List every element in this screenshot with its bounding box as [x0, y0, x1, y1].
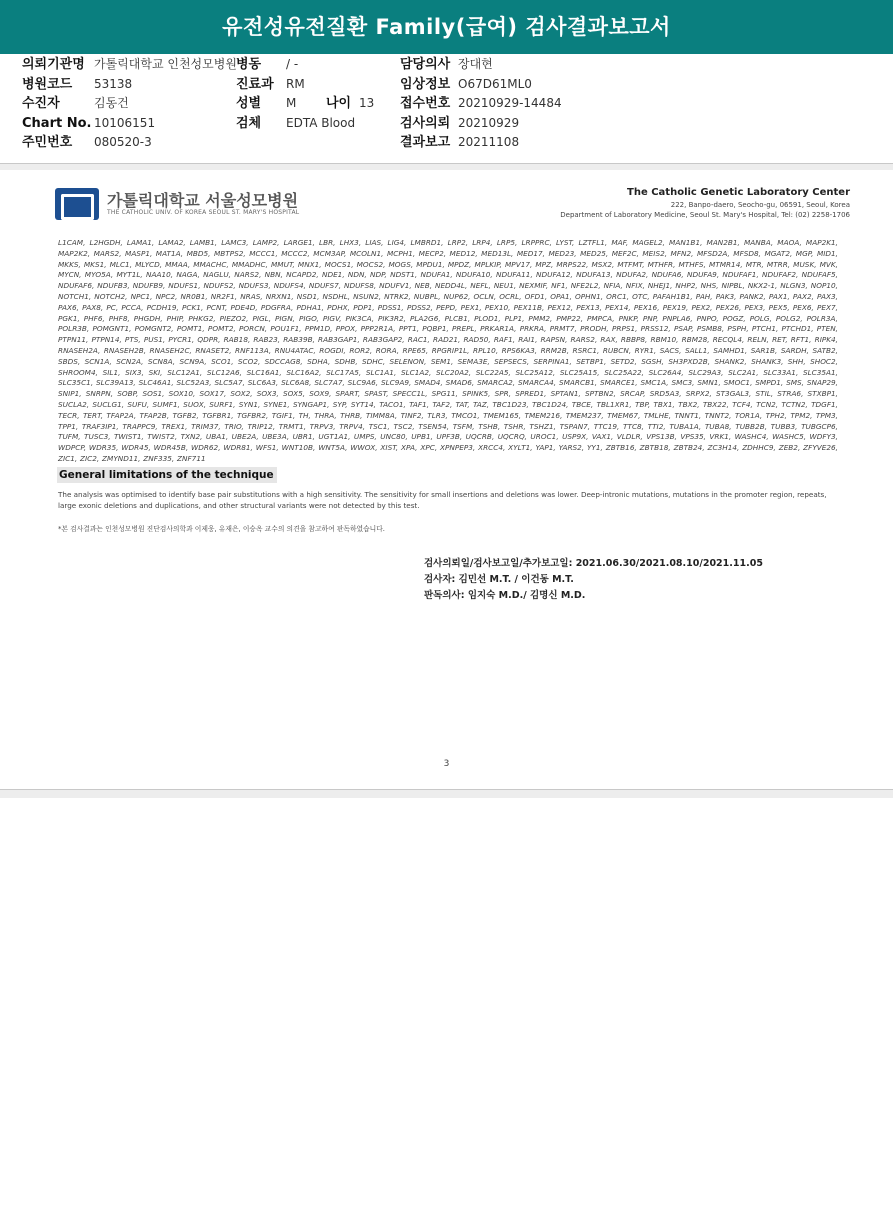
hospital-name: 가톨릭대학교 서울성모병원: [107, 191, 299, 210]
patient-info-right: [400, 55, 562, 153]
value-resident-no: 080520-3: [94, 135, 152, 149]
page-number: 3: [443, 759, 450, 769]
value-ward: / -: [286, 57, 299, 71]
label-accession-no: 접수번호: [400, 96, 451, 111]
value-department: RM: [286, 76, 305, 91]
page-gap-bottom: [0, 790, 893, 798]
value-request-date: 20210929: [458, 115, 520, 130]
signature-technicians: 검사자: 김민선 M.T. / 이건동 M.T.: [424, 574, 574, 585]
patient-info-middle: [236, 55, 374, 133]
limitations-text: The analysis was optimised to identify base pair substitutions with a high sensitivity. The sensitivity for small insertions and deletions was lower. Deep-intronic mutations, mutations in the promoter region, repeats, large exonic deletions and duplications, and other structural variants were not detected by this test.: [58, 490, 827, 510]
label-sex: 성별: [236, 96, 262, 111]
label-age: 나이: [326, 96, 352, 111]
label-specimen: 검체: [236, 115, 262, 131]
label-request-date: 검사의뢰: [400, 115, 451, 131]
label-clinical-info: 임상정보: [400, 76, 451, 92]
value-patient-name: 김동건: [94, 96, 129, 110]
report-title: 유전성유전질환 Family(급여) 검사결과보고서: [0, 0, 893, 52]
divider: [0, 163, 893, 164]
label-physician: 담당의사: [400, 57, 451, 72]
signature-dates: 검사의뢰일/검사보고일/추가보고일: 2021.06.30/2021.08.10/2021.11.05: [424, 558, 763, 569]
value-physician: 장대현: [458, 57, 493, 71]
value-chart-no: 10106151: [94, 115, 156, 130]
hospital-name-en: THE CATHOLIC UNIV. OF KOREA SEOUL ST. MARY'S HOSPITAL: [107, 209, 300, 216]
interpretation-note: *본 검사결과는 인천성모병원 진단검사의학과 이제웅, 유재은, 이승옥 교수의 의견을 참고하여 판독하였습니다.: [58, 525, 385, 533]
value-accession-no: 20210929-14484: [458, 96, 562, 110]
value-specimen: EDTA Blood: [286, 115, 356, 130]
label-resident-no: 주민번호: [22, 135, 73, 150]
patient-info-left: [22, 55, 237, 153]
value-report-date: 20211108: [458, 135, 520, 149]
signature-physicians: 판독의사: 임지숙 M.D./ 김명신 M.D.: [424, 590, 586, 601]
value-requesting-institution: 가톨릭대학교 인천성모병원: [94, 57, 237, 71]
value-clinical-info: O67D61ML0: [458, 76, 532, 91]
gene-list: L1CAM, L2HGDH, LAMA1, LAMA2, LAMB1, LAMC3, LAMP2, LARGE1, LBR, LHX3, LIAS, LIG4, LMBRD1, LRP2, LRP4, LRP5, LRPPRC, LYST, LZTFL1, MAF, MAGEL2, MAN1B1, MAN2B1, MANBA, MAOA, MAP2K1, MAP2K2, MARS2, MASP1, MAT1A, MBD5, MBTPS2, MCCC1, MCCC2, MCM3AP, MCOLN1, MCPH1, MECP2, MED12, MED13L, MED17, MED23, MED25, MEF2C, MEIS2, MFN2, MFSD2A, MFSD8, MGAT2, MGP, MID1, MKKS, MKS1, MLC1, MLYCD, MMAA, MMACHC, MMADHC, MMUT, MNX1, MOCS1, MOCS2, MOGS, MPDU1, MPDZ, MPLKIP, MPV17, MPZ, MRPS22, MSX2, MTFMT, MTHFR, MTHFS, MTMR14, MTR, MTRR, MUSK, MVK, MYCN, MYO5A, MYT1L, NAA10, NAGA, NAGLU, NARS2, NBN, NCAPD2, NDE1, NDN, NDP, NDST1, NDUFA1, NDUFA10, NDUFA11, NDUFA12, NDUFA13, NDUFA2, NDUFA6, NDUFA9, NDUFAF1, NDUFAF2, NDUFAF5, NDUFAF6, NDUFB3, NDUFB9, NDUFS1, NDUFS2, NDUFS3, NDUFS4, NDUFS7, NDUFS8, NDUFV1, NEB, NEDD4L, NEFL, NEU1, NEXMIF, NF1, NFE2L2, NFIA, NFIX, NHEJ1, NHP2, NHS, NIPBL, NKX2-1, NLGN3, NOP10, NOTCH1, NOTCH2, NPC1, NPC2, NR0B1, NR2F1, NRAS, NRXN1, NSD1, NSDHL, NSUN2, NTRK2, NUBPL, NUP62, OCLN, OCRL, OFD1, OPA1, OPHN1, ORC1, OTC, PAFAH1B1, PAH, PAK3, PANK2, PAX1, PAX2, PAX3, PAX6, PAX8, PC, PCCA, PCDH19, PCK1, PCNT, PDE4D, PDGFRA, PDHA1, PDHX, PDP1, PDSS1, PDSS2, PEPD, PEX1, PEX10, PEX11B, PEX12, PEX13, PEX14, PEX16, PEX19, PEX2, PEX26, PEX3, PEX5, PEX6, PEX7, PGK1, PHF6, PHF8, PHGDH, PHIP, PHKG2, PIEZO2, PIGL, PIGN, PIGO, PIGV, PIK3CA, PIK3R2, PLA2G6, PLCB1, PLOD1, PLP1, PMM2, PMP22, PMPCA, PNKP, PNP, PNPLA6, PNPO, POGZ, POLG, POLG2, POLR3A, POLR3B, POMGNT1, POMGNT2, POMT1, POMT2, PORCN, POU1F1, PPM1D, PPOX, PPP2R1A, PPT1, PQBP1, PREPL, PRKAR1A, PRKRA, PRMT7, PRODH, PRPS1, PRSS12, PSAP, PSMB8, PSPH, PTCH1, PTCHD1, PTEN, PTPN11, PTPN14, PTS, PUS1, PYCR1, QDPR, RAB18, RAB23, RAB39B, RAB3GAP1, RAB3GAP2, RAC1, RAD21, RAD50, RAF1, RAI1, RAPSN, RARS2, RAX, RBBP8, RBM10, RBM28, RECQL4, RELN, RET, RFT1, RIPK4, RNASEH2A, RNASEH2B, RNASEH2C, RNASET2, RNF113A, RNU4ATAC, ROGDI, ROR2, RORA, RPE65, RPGRIP1L, RPL10, RPS6KA3, RRM2B, RSRC1, RUBCN, RYR1, SACS, SALL1, SAMHD1, SAR1B, SARDH, SATB2, SBDS, SCN1A, SCN2A, SCN8A, SCN9A, SCO1, SCO2, SDCCAG8, SDHA, SDHB, SDHC, SELENON, SEM1, SEMA3E, SEPSECS, SERPINA1, SETBP1, SETD2, SGSH, SH3PXD2B, SHANK2, SHANK3, SHH, SHOC2, SHROOM4, SIL1, SIX3, SKI, SLC12A1, SLC12A6, SLC16A1, SLC16A2, SLC17A5, SLC1A1, SLC1A2, SLC20A2, SLC22A5, SLC25A12, SLC25A15, SLC25A22, SLC26A4, SLC29A3, SLC2A1, SLC33A1, SLC35A1, SLC35C1, SLC39A13, SLC46A1, SLC52A3, SLC5A7, SLC6A3, SLC6A8, SLC7A7, SLC9A6, SLC9A9, SMAD4, SMAD6, SMARCA2, SMARCA4, SMARCB1, SMARCE1, SMC1A, SMC3, SMN1, SMOC1, SMPD1, SMS, SNAP29, SNIP1, SNRPN, SOBP, SOS1, SOX10, SOX17, SOX2, SOX3, SOX5, SOX9, SPART, SPAST, SPECC1L, SPG11, SPINK5, SPR, SPRED1, SPTAN1, SPTBN2, SRCAP, SRD5A3, SRPX2, ST3GAL3, STIL, STRA6, STXBP1, SUCLA2, SUCLG1, SUFU, SUMF1, SUOX, SURF1, SYN1, SYNE1, SYNGAP1, SYP, SYT14, TACO1, TAF1, TAF2, TAT, TAZ, TBC1D23, TBC1D24, TBCE, TBL1XR1, TBP, TBX1, TBX2, TBX22, TCF4, TCN2, TCTN2, TDGF1, TECR, TERT, TFAP2A, TFAP2B, TGFB2, TGFBR1, TGFBR2, TGIF1, TH, THRA, THRB, TIMM8A, TINF2, TLR3, TMCO1, TMEM165, TMEM216, TMEM237, TMEM67, TMLHE, TNNT1, TNNT2, TOR1A, TPH2, TPM2, TPM3, TPP1, TRAF3IP1, TRAPPC9, TREX1, TRIM37, TRIO, TRIP12, TRMT1, TRPV3, TRPV4, TSC1, TSC2, TSEN54, TSFM, TSHB, TSHR, TSHZ1, TSPAN7, TTC19, TTC8, TTI2, TUBA1A, TUBA8, TUBB2B, TUBB3, TUBGCP6, TUFM, TUSC3, TWIST1, TWIST2, TXN2, UBA1, UBE2A, UBE3A, UBR1, UGT1A1, UMPS, UNC80, UPB1, UPF3B, UQCRB, UQCRQ, UROC1, USP9X, VAX1, VLDLR, VPS13B, VPS35, VRK1, WASHC4, WASHC5, WDFY3, WDPCP, WDR35, WDR45, WDR45B, WDR62, WDR81, WFS1, WNT10B, WNT5A, WWOX, XIST, XPA, XPC, XPNPEP3, XRCC4, XYLT1, YAP1, YARS2, YY1, ZBTB16, ZBTB18, ZBTB24, ZC3H14, ZDHHC9, ZEB2, ZFYVE26, ZIC1, ZIC2, ZMYND11, ZNF335, ZNF711: [58, 238, 838, 463]
label-chart-no: Chart No.: [22, 115, 92, 131]
hospital-emblem-icon: [55, 188, 99, 220]
value-age: 13: [359, 96, 375, 110]
value-sex: M: [286, 96, 297, 110]
label-requesting-institution: 의뢰기관명: [22, 57, 85, 72]
lab-center-department: Department of Laboratory Medicine, Seoul St. Mary's Hospital, Tel: (02) 2258-1706: [560, 211, 850, 219]
label-patient-name: 수진자: [22, 96, 60, 111]
divider-bottom: [0, 789, 893, 790]
limitations-heading: General limitations of the technique: [57, 467, 277, 483]
lab-center-address: 222, Banpo-daero, Seocho-gu, 06591, Seoul, Korea: [670, 201, 850, 209]
label-ward: 병동: [236, 57, 262, 72]
lab-center-name: The Catholic Genetic Laboratory Center: [627, 187, 850, 198]
label-hospital-code: 병원코드: [22, 76, 73, 92]
label-report-date: 결과보고: [400, 135, 451, 150]
value-hospital-code: 53138: [94, 76, 133, 91]
label-department: 진료과: [236, 76, 274, 92]
